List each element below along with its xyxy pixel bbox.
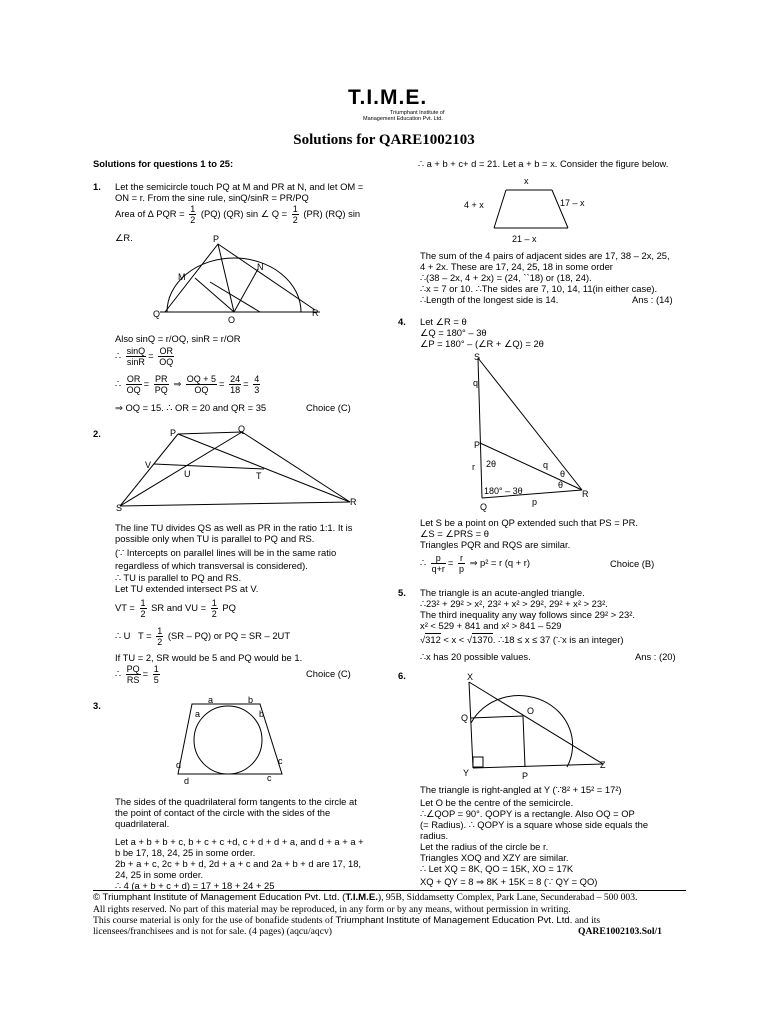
q4-line-5: ∠S = ∠PRS = θ bbox=[420, 528, 489, 539]
q4-number: 4. bbox=[398, 316, 406, 327]
q6-line-7: Triangles XOQ and XZY are similar. bbox=[420, 852, 569, 863]
q6-line-2: Let O be the centre of the semicircle. bbox=[420, 797, 574, 808]
q3-cont-line-3: 4 + 2x. These are 17, 24, 25, 18 in some order bbox=[420, 261, 613, 272]
q5-line-2: ∴23² + 29² > x², 23² + x² > 29², 29² + x² > 23². bbox=[420, 598, 608, 609]
q5-line-1: The triangle is an acute-angled triangle. bbox=[420, 587, 585, 598]
q2-line-6: Let TU extended intersect PS at V. bbox=[115, 583, 259, 594]
figure-q3-quadrilateral bbox=[170, 692, 300, 788]
fig3-label-a-top: a bbox=[208, 695, 214, 705]
q6-line-9: XQ + QY = 8 ⇒ 8K + 15K = 8 (∵ QY = QO) bbox=[420, 876, 598, 887]
fig3-label-b-top: b bbox=[248, 695, 254, 705]
fig4-label-theta-2: θ bbox=[558, 480, 564, 490]
q3-cont-line-2: The sum of the 4 pairs of adjacent sides are 17, 38 – 2x, 25, bbox=[420, 250, 670, 261]
figure-q2-trapezium bbox=[112, 422, 362, 514]
figure-q4-triangle bbox=[460, 348, 600, 516]
q6-line-4: (= Radius). ∴ QOPY is a square whose side equals the bbox=[420, 819, 649, 830]
q4-ratio: ∴ $\frac{p}{q+r}$ = $\frac{r}{p}$ ⇒ p² = r (q + r) bbox=[420, 553, 531, 575]
q5-line-3: The third inequality any way follows since 29² > 23². bbox=[420, 609, 635, 620]
fig1-label-M: M bbox=[178, 272, 186, 282]
fig4-label-theta-1: θ bbox=[560, 469, 566, 479]
fig6-label-Q: Q bbox=[461, 713, 469, 723]
q1-number: 1. bbox=[93, 181, 101, 192]
fig4-label-q-side: q bbox=[473, 378, 479, 388]
fig4-label-r: r bbox=[472, 462, 475, 472]
fig4-label-angle-Q: 180° – 3θ bbox=[484, 486, 523, 496]
q2-ratio: ∴ $\frac{PQ}{RS}$ = $\frac{1}{5}$ bbox=[115, 664, 159, 686]
q5-answer: Ans : (20) bbox=[635, 651, 676, 662]
q1-ratio-2: ∴ $\frac{OR}{OQ}$ = $\frac{PR}{PQ}$ ⇒ $\frac{OQ + 5}{OQ}$ = $\frac{24}{18}$ = $\frac{4}{3}$ bbox=[115, 374, 260, 396]
fig3-label-d-bottom: d bbox=[184, 776, 190, 786]
fig3-label-b-side: b bbox=[259, 709, 265, 719]
fig3-label-c-side: c bbox=[278, 756, 283, 766]
q4-line-3: ∠P = 180° – (∠R + ∠Q) = 2θ bbox=[420, 338, 544, 349]
q1-area-d: Q = bbox=[271, 208, 288, 219]
fig4-label-Q: Q bbox=[480, 502, 488, 512]
q2-line-4: regardless of which transversal is considered). bbox=[115, 560, 308, 571]
q3-cont-line-1: ∴ a + b + c+ d = 21. Let a + b = x. Consider the figure below. bbox=[418, 158, 669, 169]
q3-line-5: b be 17, 18, 24, 25 in some order. bbox=[115, 847, 256, 858]
q5-line-4: x² < 529 + 841 and x² > 841 – 529 bbox=[420, 620, 562, 631]
q2-line-7: If TU = 2, SR would be 5 and PQ would be 1. bbox=[115, 652, 303, 663]
footer-page-code: QARE1002103.Sol/1 bbox=[578, 926, 662, 937]
q3-line-2: the point of contact of the circle with the sides of the bbox=[115, 807, 331, 818]
q3-line-3: quadrilateral. bbox=[115, 818, 170, 829]
footer-copyright: © Triumphant Institute of Management Education Pvt. Ltd. (T.I.M.E.), 95B, Siddamsetty Complex, Park Lane, Secunderabad – 500 003. bbox=[93, 892, 638, 903]
q3-cont-line-6: ∴Length of the longest side is 14. bbox=[420, 294, 559, 305]
logo: T.I.M.E. bbox=[348, 86, 428, 109]
q3-answer: Ans : (14) bbox=[632, 294, 673, 305]
fig3b-label-bottom: 21 – x bbox=[512, 234, 537, 244]
q1-result: ⇒ OQ = 15. ∴ OR = 20 and QR = 35 bbox=[115, 402, 267, 413]
fig2-label-Q: Q bbox=[238, 424, 246, 434]
solutions-intro: Solutions for questions 1 to 25: bbox=[93, 158, 234, 169]
footer-rights: All rights reserved. No part of this material may be reproduced, in any form or by any means, without permission in writing. bbox=[93, 904, 571, 915]
fig6-label-P: P bbox=[522, 771, 529, 781]
q4-choice: Choice (B) bbox=[610, 558, 655, 569]
q4-line-1: Let ∠R = θ bbox=[420, 316, 467, 327]
q2-line-5: ∴ TU is parallel to PQ and RS. bbox=[115, 572, 242, 583]
q4-line-2: ∠Q = 180° – 3θ bbox=[420, 327, 487, 338]
logo-subtitle-1: Triumphant Institute of bbox=[390, 110, 445, 116]
fraction-half: $\frac{1}{2}$ bbox=[292, 204, 298, 226]
fig1-label-O: O bbox=[228, 315, 236, 324]
fig6-label-O: O bbox=[527, 706, 535, 716]
q1-area-c: (PQ) (QR) sin bbox=[200, 208, 259, 219]
q6-number: 6. bbox=[398, 670, 406, 681]
footer-rule bbox=[93, 890, 686, 891]
q3-line-6: 2b + a + c, 2c + b + d, 2d + a + c and 2a + b + d are 17, 18, bbox=[115, 858, 362, 869]
logo-subtitle-2: Management Education Pvt. Ltd. bbox=[363, 116, 443, 122]
q3-line-4: Let a + b + b + c, b + c + c +d, c + d + d + a, and d + a + a + bbox=[115, 836, 364, 847]
fig4-label-P: P bbox=[474, 440, 481, 450]
q3-line-7: 24, 25 in some order. bbox=[115, 869, 204, 880]
q2-ut-formula: ∴ U T = $\frac{1}{2}$ (SR – PQ) or PQ = SR – 2UT bbox=[115, 626, 291, 648]
fig2-label-T: T bbox=[256, 471, 262, 481]
fig6-label-Z: Z bbox=[600, 760, 606, 770]
fig2-label-R: R bbox=[350, 497, 357, 507]
fig2-label-V: V bbox=[145, 460, 152, 470]
fig3b-label-right: 17 – x bbox=[560, 198, 585, 208]
fig4-label-R: R bbox=[582, 489, 589, 499]
q2-line-3: (∵ Intercepts on parallel lines will be in the same ratio bbox=[115, 547, 337, 558]
q1-area-e: (PR) (RQ) sin bbox=[303, 208, 361, 219]
q1-choice: Choice (C) bbox=[306, 402, 351, 413]
q6-line-1: The triangle is right-angled at Y (∵8² + 15² = 17²) bbox=[420, 784, 622, 795]
fig1-label-Q: Q bbox=[153, 309, 161, 319]
fig4-label-p: p bbox=[532, 497, 538, 507]
q3-line-1: The sides of the quadrilateral form tangents to the circle at bbox=[115, 796, 357, 807]
q2-vt-formula: VT = $\frac{1}{2}$ SR and VU = $\frac{1}{2}$ PQ bbox=[115, 598, 236, 620]
q1-also: Also sinQ = r/OQ, sinR = r/OR bbox=[115, 333, 241, 344]
q2-number: 2. bbox=[93, 428, 101, 439]
fig2-label-S: S bbox=[116, 503, 123, 513]
q1-area-formula bbox=[115, 202, 360, 226]
footer-license: licensees/franchisees and is not for sale. (4 pages) (aqcu/aqcv) bbox=[93, 926, 332, 937]
fig6-label-Y: Y bbox=[463, 768, 470, 778]
q1-area-b: PQR = bbox=[156, 208, 185, 219]
figure-q6-triangle bbox=[455, 668, 615, 782]
q6-line-6: Let the radius of the circle be r. bbox=[420, 841, 549, 852]
q3-number: 3. bbox=[93, 700, 101, 711]
q4-line-6: Triangles PQR and RQS are similar. bbox=[420, 539, 571, 550]
q4-line-4: Let S be a point on QP extended such that PS = PR. bbox=[420, 517, 638, 528]
q2-line-2: possible only when TU is parallel to PQ and RS. bbox=[115, 533, 315, 544]
fig3-label-c-bottom: c bbox=[267, 773, 272, 783]
fig1-label-R: R bbox=[312, 308, 319, 318]
q5-number: 5. bbox=[398, 587, 406, 598]
figure-q1-triangle bbox=[150, 232, 330, 324]
q2-line-1: The line TU divides QS as well as PR in the ratio 1:1. It is bbox=[115, 522, 353, 533]
fig3-label-d-side: d bbox=[176, 760, 182, 770]
fig4-label-S: S bbox=[474, 352, 481, 362]
figure-q3-trapezium bbox=[460, 172, 600, 244]
fig3b-label-top: x bbox=[524, 176, 529, 186]
q6-line-3: ∴∠QOP = 90°. QOPY is a rectangle. Also OQ = OP bbox=[420, 808, 635, 819]
q3-cont-line-4: ∴(38 – 2x, 4 + 2x) = (24, ``18) or (18, 24). bbox=[420, 272, 592, 283]
fig1-label-P: P bbox=[213, 234, 220, 244]
angle-symbol: ∠ bbox=[260, 208, 270, 219]
q1-line-2: ON = r. From the sine rule, sinQ/sinR = PR/PQ bbox=[115, 192, 309, 203]
q1-area-end: ∠R. bbox=[115, 232, 133, 243]
fig2-label-U: U bbox=[184, 469, 191, 479]
q2-choice: Choice (C) bbox=[306, 668, 351, 679]
q6-line-5: radius. bbox=[420, 830, 449, 841]
q3-cont-line-5: ∴x = 7 or 10. ∴The sides are 7, 10, 14, 11(in either case). bbox=[420, 283, 658, 294]
fig1-label-N: N bbox=[257, 262, 264, 272]
fig4-label-2theta: 2θ bbox=[486, 459, 497, 469]
fig3-label-a-side: a bbox=[195, 709, 201, 719]
fig2-label-P: P bbox=[170, 428, 177, 438]
q5-root-inequality: √312 < x < √1370. ∴18 ≤ x ≤ 37 (∵x is an integer) bbox=[420, 634, 624, 645]
fraction-half: $\frac{1}{2}$ bbox=[190, 204, 196, 226]
q1-ratio-1: ∴ $\frac{\sin Q}{\sin R}$ = $\frac{OR}{OQ}$ bbox=[115, 346, 174, 368]
q3-line-8: ∴ 4 (a + b + c + d) = 17 + 18 + 24 + 25 bbox=[115, 880, 275, 891]
triangle-symbol: ∆ bbox=[147, 208, 154, 219]
q6-line-8: ∴ Let XQ = 8K, QO = 15K, XO = 17K bbox=[420, 863, 574, 874]
q1-area-a: Area of bbox=[115, 208, 146, 219]
page-title: Solutions for QARE1002103 bbox=[293, 132, 475, 148]
q5-line-5: ∴x has 20 possible values. bbox=[420, 651, 531, 662]
fig4-label-q-inner: q bbox=[543, 460, 549, 470]
q1-line-1: Let the semicircle touch PQ at M and PR at N, and let OM = bbox=[115, 181, 364, 192]
fig3b-label-left: 4 + x bbox=[464, 200, 484, 210]
fig6-label-X: X bbox=[467, 672, 474, 682]
footer-usage: This course material is only for the use of bonafide students of Triumphant Institute of Management Education Pvt. Ltd. and its bbox=[93, 915, 601, 926]
